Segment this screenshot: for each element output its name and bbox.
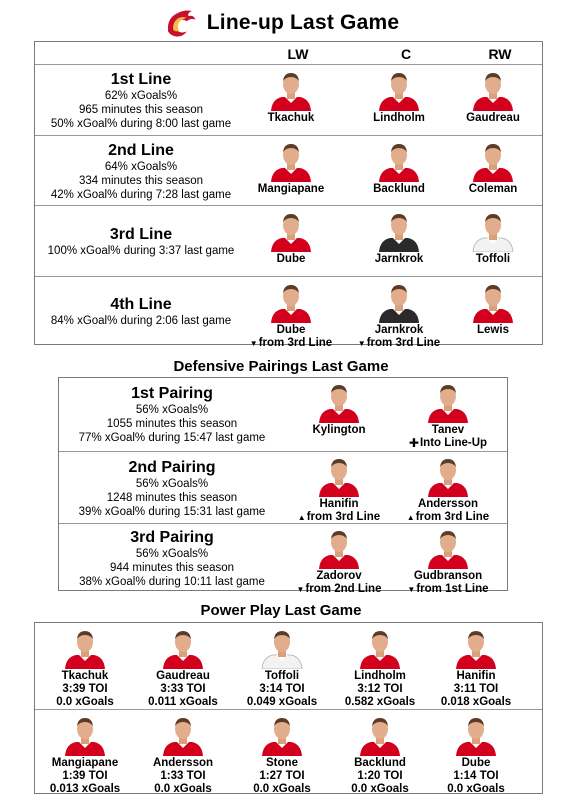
player-name: Jarnkrok	[374, 324, 424, 336]
line-info	[43, 295, 239, 328]
player-card	[445, 283, 541, 337]
player-card	[243, 71, 339, 125]
player-toi: 1:33 TOI	[160, 770, 206, 782]
column-header-rw: RW	[488, 46, 512, 62]
player-name: Hanifin	[319, 498, 359, 510]
player-headshot-icon	[426, 529, 470, 569]
player-toi: 3:12 TOI	[357, 683, 403, 695]
powerplay-player	[426, 629, 526, 709]
player-name: Kylington	[312, 424, 366, 436]
line-row	[35, 64, 542, 135]
powerplay-player	[330, 629, 430, 709]
player-headshot-icon	[269, 283, 313, 323]
column-header-lw: LW	[287, 46, 309, 62]
line-stat: 39% xGoal% during 15:31 last game	[78, 506, 266, 518]
player-headshot-icon	[269, 212, 313, 252]
line-name: 3rd Line	[109, 226, 173, 243]
player-name: Stone	[266, 757, 298, 769]
player-name: Dube	[276, 253, 306, 265]
line-name: 3rd Pairing	[130, 529, 214, 546]
player-headshot-icon	[454, 629, 498, 669]
defense-title: Defensive Pairings Last Game	[173, 358, 389, 375]
up-triangle-icon: ▲	[297, 512, 306, 522]
player-headshot-icon	[426, 383, 470, 423]
player-name: Lewis	[477, 324, 509, 336]
player-xgoals: 0.0 xGoals	[447, 783, 505, 795]
powerplay-player	[35, 716, 135, 796]
player-name: Gudbranson	[413, 570, 483, 582]
player-note-text: from 3rd Line	[258, 337, 333, 349]
powerplay-title: Power Play Last Game	[200, 602, 362, 619]
player-name: Tanev	[431, 424, 465, 436]
player-headshot-icon	[471, 142, 515, 182]
powerplay-player	[232, 629, 332, 709]
player-headshot-icon	[377, 142, 421, 182]
player-toi: 3:11 TOI	[453, 683, 499, 695]
player-headshot-icon	[317, 383, 361, 423]
line-row	[35, 135, 542, 205]
lineup-title: Line-up Last Game	[206, 11, 400, 34]
line-stat: 64% xGoals%	[104, 161, 178, 173]
line-info	[43, 141, 239, 202]
line-name: 4th Line	[110, 296, 172, 313]
player-toi: 3:14 TOI	[259, 683, 305, 695]
player-note	[400, 583, 496, 596]
pairing-row	[59, 451, 507, 523]
player-note	[400, 437, 496, 450]
line-stat: 100% xGoal% during 3:37 last game	[47, 245, 235, 257]
player-headshot-icon	[377, 71, 421, 111]
player-card	[400, 383, 496, 450]
player-headshot-icon	[377, 283, 421, 323]
line-info	[43, 70, 239, 131]
defense-table	[58, 377, 508, 595]
player-card	[400, 529, 496, 596]
player-name: Dube	[461, 757, 491, 769]
player-name: Toffoli	[475, 253, 511, 265]
player-name: Dube	[276, 324, 306, 336]
player-headshot-icon	[63, 716, 107, 756]
player-card	[243, 142, 339, 196]
player-card	[400, 457, 496, 524]
line-stat: 42% xGoal% during 7:28 last game	[50, 189, 232, 201]
player-headshot-icon	[63, 629, 107, 669]
down-triangle-icon: ▼	[296, 584, 305, 594]
player-note	[351, 337, 447, 350]
player-card	[445, 71, 541, 125]
player-xgoals: 0.018 xGoals	[440, 696, 512, 708]
player-headshot-icon	[471, 71, 515, 111]
player-name: Gaudreau	[156, 670, 210, 682]
player-name: Lindholm	[373, 112, 425, 124]
player-headshot-icon	[454, 716, 498, 756]
player-toi: 1:20 TOI	[357, 770, 403, 782]
powerplay-player	[330, 716, 430, 796]
line-info	[63, 528, 281, 589]
player-name: Lindholm	[354, 670, 406, 682]
line-stat: 1248 minutes this season	[106, 492, 238, 504]
down-triangle-icon: ▼	[249, 338, 258, 348]
player-xgoals: 0.013 xGoals	[49, 783, 121, 795]
line-name: 2nd Line	[108, 142, 174, 159]
player-name: Tkachuk	[61, 670, 109, 682]
player-toi: 1:39 TOI	[62, 770, 108, 782]
powerplay-table	[34, 622, 543, 794]
line-stat: 84% xGoal% during 2:06 last game	[50, 315, 232, 327]
line-stat: 56% xGoals%	[135, 478, 209, 490]
player-headshot-icon	[260, 716, 304, 756]
line-row	[35, 205, 542, 276]
player-headshot-icon	[358, 629, 402, 669]
column-header-c: C	[400, 46, 412, 62]
line-stat: 1055 minutes this season	[106, 418, 238, 430]
player-card	[243, 283, 339, 350]
powerplay-player	[133, 716, 233, 796]
player-toi: 1:14 TOI	[453, 770, 499, 782]
player-toi: 3:33 TOI	[160, 683, 206, 695]
player-toi: 3:39 TOI	[62, 683, 108, 695]
player-name: Mangiapane	[257, 183, 325, 195]
pairing-row	[59, 523, 507, 595]
player-note-text: from 3rd Line	[306, 511, 381, 523]
player-card	[291, 529, 387, 596]
player-card	[291, 457, 387, 524]
line-stat: 334 minutes this season	[78, 175, 204, 187]
player-name: Backlund	[354, 757, 406, 769]
player-name: Hanifin	[456, 670, 496, 682]
line-info	[63, 458, 281, 519]
flaming-c-logo	[163, 6, 197, 40]
player-card	[445, 142, 541, 196]
player-note-text: from 3rd Line	[366, 337, 441, 349]
player-card	[445, 212, 541, 266]
powerplay-row	[35, 623, 542, 709]
line-row	[35, 276, 542, 349]
powerplay-row	[35, 709, 542, 795]
player-headshot-icon	[426, 457, 470, 497]
player-name: Backlund	[373, 183, 425, 195]
down-triangle-icon: ▼	[407, 584, 416, 594]
player-xgoals: 0.0 xGoals	[253, 783, 311, 795]
player-note-text: Into Line-Up	[419, 437, 488, 449]
player-headshot-icon	[317, 529, 361, 569]
player-note	[243, 337, 339, 350]
player-headshot-icon	[471, 212, 515, 252]
line-stat: 965 minutes this season	[78, 104, 204, 116]
player-headshot-icon	[471, 283, 515, 323]
up-triangle-icon: ▲	[406, 512, 415, 522]
line-info	[43, 225, 239, 258]
player-headshot-icon	[269, 142, 313, 182]
line-stat: 944 minutes this season	[109, 562, 235, 574]
down-triangle-icon: ▼	[357, 338, 366, 348]
player-card	[351, 212, 447, 266]
powerplay-player	[426, 716, 526, 796]
line-name: 2nd Pairing	[128, 459, 216, 476]
player-card	[291, 383, 387, 437]
player-name: Andersson	[417, 498, 479, 510]
player-name: Tkachuk	[267, 112, 315, 124]
lineup-table	[34, 41, 543, 349]
player-name: Jarnkrok	[374, 253, 424, 265]
player-headshot-icon	[161, 629, 205, 669]
line-stat: 62% xGoals%	[104, 90, 178, 102]
player-xgoals: 0.049 xGoals	[246, 696, 318, 708]
player-headshot-icon	[161, 716, 205, 756]
line-name: 1st Line	[110, 71, 172, 88]
player-name: Andersson	[152, 757, 214, 769]
player-card	[243, 212, 339, 266]
player-name: Coleman	[468, 183, 518, 195]
player-headshot-icon	[260, 629, 304, 669]
lineup-title-row	[0, 6, 562, 40]
line-stat: 38% xGoal% during 10:11 last game	[79, 576, 265, 588]
player-headshot-icon	[269, 71, 313, 111]
player-xgoals: 0.0 xGoals	[56, 696, 114, 708]
line-stat: 56% xGoals%	[135, 404, 209, 416]
powerplay-player	[133, 629, 233, 709]
line-stat: 56% xGoals%	[135, 548, 209, 560]
player-name: Zadorov	[316, 570, 362, 582]
pairing-row	[59, 378, 507, 451]
player-toi: 1:27 TOI	[259, 770, 305, 782]
player-name: Toffoli	[264, 670, 300, 682]
powerplay-player	[232, 716, 332, 796]
player-card	[351, 283, 447, 350]
player-note-text: from 1st Line	[416, 583, 489, 595]
player-headshot-icon	[317, 457, 361, 497]
line-stat: 50% xGoal% during 8:00 last game	[50, 118, 232, 130]
player-headshot-icon	[358, 716, 402, 756]
player-note	[291, 583, 387, 596]
line-info	[63, 384, 281, 445]
player-card	[351, 71, 447, 125]
line-stat: 77% xGoal% during 15:47 last game	[78, 432, 266, 444]
player-card	[351, 142, 447, 196]
player-name: Gaudreau	[466, 112, 520, 124]
player-xgoals: 0.582 xGoals	[344, 696, 416, 708]
player-name: Mangiapane	[51, 757, 119, 769]
line-name: 1st Pairing	[131, 385, 213, 402]
player-headshot-icon	[377, 212, 421, 252]
player-xgoals: 0.011 xGoals	[148, 696, 218, 708]
plus-icon: ✚	[408, 436, 419, 450]
player-note-text: from 3rd Line	[415, 511, 490, 523]
player-xgoals: 0.0 xGoals	[154, 783, 212, 795]
player-note-text: from 2nd Line	[305, 583, 382, 595]
player-xgoals: 0.0 xGoals	[351, 783, 409, 795]
powerplay-player	[35, 629, 135, 709]
